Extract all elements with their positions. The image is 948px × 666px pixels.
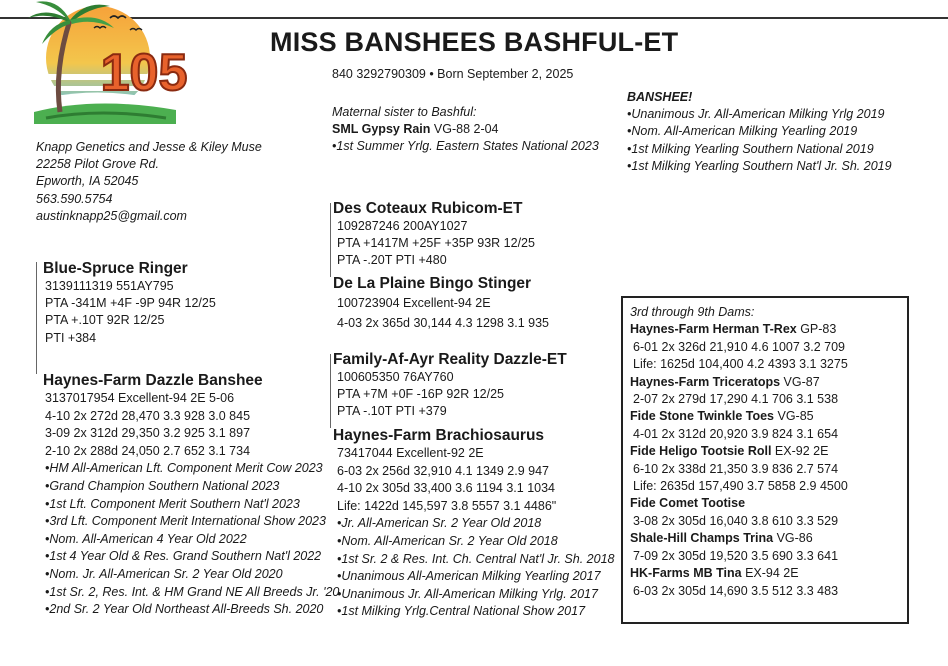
sire-dam-name: De La Plaine Bingo Stinger bbox=[333, 275, 532, 292]
owner-city: Epworth, IA 52045 bbox=[36, 174, 139, 189]
dam-line: 2-10 2x 288d 24,050 2.7 652 3.1 734 bbox=[45, 443, 251, 458]
dam-award: •3rd Lft. Component Merit International Show 2023 bbox=[45, 514, 326, 529]
sire-line: PTA +.10T 92R 12/25 bbox=[45, 313, 165, 328]
ancestor-dam-score: VG-85 bbox=[774, 409, 814, 424]
owner-phone: 563.590.5754 bbox=[36, 191, 113, 206]
ancestor-dam-record: 4-01 2x 312d 20,920 3.9 824 3.1 654 bbox=[633, 426, 839, 441]
dam-award: •1st Lft. Component Merit Southern Nat'l 2023 bbox=[45, 496, 300, 511]
ancestor-dam-score: VG-87 bbox=[780, 374, 820, 389]
ancestor-dam-name: Fide Stone Twinkle Toes bbox=[630, 409, 775, 424]
banshee-award: •Unanimous Jr. All-American Milking Yrlg 2019 bbox=[627, 107, 885, 122]
dam-dam-award: •Jr. All-American Sr. 2 Year Old 2018 bbox=[337, 516, 542, 531]
dam-dam-block bbox=[333, 426, 614, 621]
ancestor-dam-record: 6-03 2x 305d 14,690 3.5 512 3.3 483 bbox=[633, 583, 839, 598]
sire-block bbox=[43, 259, 216, 347]
dam-dam-line: 4-10 2x 305d 33,400 3.6 1194 3.1 1034 bbox=[337, 481, 556, 496]
owner-address: 22258 Pilot Grove Rd. bbox=[36, 157, 159, 172]
sire-sire-line: PTA +1417M +25F +35P 93R 12/25 bbox=[337, 236, 535, 251]
banshee-award: •1st Milking Yearling Southern Nat'l Jr. Sh. 2019 bbox=[627, 158, 892, 173]
ancestor-dam-name: Shale-Hill Champs Trina bbox=[630, 531, 774, 546]
dam-dam-award: •Nom. All-American Sr. 2 Year Old 2018 bbox=[337, 533, 558, 548]
dam-dam-award: •1st Sr. 2 & Res. Int. Ch. Central Nat'l Jr. Sh. 2018 bbox=[337, 551, 615, 566]
sire-name: Blue-Spruce Ringer bbox=[43, 260, 188, 277]
dam-block bbox=[43, 371, 339, 619]
sire-sire-line: PTA -.20T PTI +480 bbox=[337, 253, 447, 268]
banshee-block bbox=[627, 89, 892, 175]
ancestor-dam-name: Fide Heligo Tootsie Roll bbox=[630, 444, 772, 459]
registration-line: 840 3292790309 • Born September 2, 2025 bbox=[332, 67, 574, 81]
ancestor-dam-name: HK-Farms MB Tina bbox=[630, 566, 742, 581]
pedigree-bracket bbox=[330, 354, 331, 428]
sire-line: PTI +384 bbox=[45, 330, 97, 345]
banshee-heading: BANSHEE! bbox=[627, 90, 693, 104]
dam-award: •1st 4 Year Old & Res. Grand Southern Nat'l 2022 bbox=[45, 549, 322, 564]
dam-sire-block bbox=[333, 350, 567, 421]
ancestor-dam-record: 6-10 2x 338d 21,350 3.9 836 2.7 574 bbox=[633, 461, 839, 476]
dams-heading: 3rd through 9th Dams: bbox=[630, 305, 755, 319]
ancestor-dam-score: EX-94 2E bbox=[741, 566, 799, 581]
pedigree-bracket bbox=[36, 262, 37, 374]
dam-name: Haynes-Farm Dazzle Banshee bbox=[43, 372, 263, 389]
dam-award: •Nom. Jr. All-American Sr. 2 Year Old 2020 bbox=[45, 566, 283, 581]
ancestor-dam-record: 6-01 2x 326d 21,910 4.6 1007 3.2 709 bbox=[633, 339, 845, 354]
dam-sire-line: PTA +7M +0F -16P 92R 12/25 bbox=[337, 387, 504, 402]
ancestor-dam-score: EX-92 2E bbox=[771, 444, 829, 459]
owner-name: Knapp Genetics and Jesse & Kiley Muse bbox=[36, 140, 262, 154]
dam-dam-name: Haynes-Farm Brachiosaurus bbox=[333, 427, 545, 444]
sire-dam-line: 100723904 Excellent-94 2E bbox=[337, 296, 491, 310]
page-title: MISS BANSHEES BASHFUL-ET bbox=[270, 27, 679, 57]
dam-award: •Grand Champion Southern National 2023 bbox=[45, 478, 280, 493]
dam-award: •HM All-American Lft. Component Merit Cow 2023 bbox=[45, 461, 323, 476]
sire-sire-name: Des Coteaux Rubicom-ET bbox=[333, 200, 523, 217]
banshee-award: •1st Milking Yearling Southern National 2019 bbox=[627, 141, 874, 156]
dam-line: 4-10 2x 272d 28,470 3.3 928 3.0 845 bbox=[45, 408, 251, 423]
ancestor-dam-name: Haynes-Farm Herman T-Rex bbox=[630, 322, 797, 337]
dam-dam-award: •1st Milking Yrlg.Central National Show 2017 bbox=[337, 604, 586, 619]
sire-sire-line: 109287246 200AY1027 bbox=[337, 219, 468, 233]
dam-dam-line: 6-03 2x 256d 32,910 4.1 1349 2.9 947 bbox=[337, 463, 549, 478]
owner-block bbox=[36, 139, 262, 225]
ancestor-dam-record: 2-07 2x 279d 17,290 4.1 706 3.1 538 bbox=[633, 392, 839, 407]
dam-line: 3-09 2x 312d 29,350 3.2 925 3.1 897 bbox=[45, 426, 251, 441]
sire-dam-line: 4-03 2x 365d 30,144 4.3 1298 3.1 935 bbox=[337, 316, 549, 330]
dam-sire-line: PTA -.10T PTI +379 bbox=[337, 404, 447, 419]
dams-box bbox=[621, 296, 909, 624]
sale-logo bbox=[6, 0, 206, 130]
dam-dam-line: 73417044 Excellent-92 2E bbox=[337, 446, 484, 460]
ancestor-dam-name: Fide Comet Tootise bbox=[630, 496, 746, 511]
dam-award: •1st Sr. 2, Res. Int. & HM Grand NE All Breeds Jr. '20 bbox=[45, 584, 340, 599]
banshee-award: •Nom. All-American Milking Yearling 2019 bbox=[627, 124, 858, 139]
ancestor-dam-score: VG-86 bbox=[773, 531, 813, 546]
dam-line: 3137017954 Excellent-94 2E 5-06 bbox=[45, 391, 235, 405]
sire-dam-block bbox=[333, 274, 549, 333]
maternal-sister-award: •1st Summer Yrlg. Eastern States National 2023 bbox=[332, 139, 599, 154]
logo-number: 105 bbox=[100, 44, 188, 102]
ancestor-dam-record: 7-09 2x 305d 19,520 3.5 690 3.3 641 bbox=[633, 548, 839, 563]
sire-line: 3139111319 551AY795 bbox=[45, 279, 174, 293]
ancestor-dam-record: 3-08 2x 305d 16,040 3.8 610 3.3 529 bbox=[633, 513, 839, 528]
maternal-sister-score: VG-88 2-04 bbox=[430, 122, 499, 137]
sire-sire-block bbox=[333, 199, 535, 270]
maternal-sister-intro: Maternal sister to Bashful: bbox=[332, 105, 477, 119]
maternal-sister-block bbox=[332, 104, 599, 156]
ancestor-dam-name: Haynes-Farm Triceratops bbox=[630, 374, 781, 389]
dam-dam-award: •Unanimous Jr. All-American Milking Yrlg. 2017 bbox=[337, 586, 598, 601]
dam-dam-award: •Unanimous All-American Milking Yearling 2017 bbox=[337, 569, 601, 584]
owner-email[interactable]: austinknapp25@gmail.com bbox=[36, 208, 187, 223]
maternal-sister-name: SML Gypsy Rain bbox=[332, 122, 431, 137]
dam-award: •Nom. All-American 4 Year Old 2022 bbox=[45, 531, 247, 546]
dam-sire-line: 100605350 76AY760 bbox=[337, 370, 454, 384]
dam-dam-line: Life: 1422d 145,597 3.8 5557 3.1 4486" bbox=[337, 498, 557, 513]
dam-sire-name: Family-Af-Ayr Reality Dazzle-ET bbox=[333, 351, 567, 368]
ancestor-dam-score: GP-83 bbox=[796, 322, 837, 337]
ancestor-dam-record: Life: 2635d 157,490 3.7 5858 2.9 4500 bbox=[633, 479, 848, 494]
sire-line: PTA -341M +4F -9P 94R 12/25 bbox=[45, 296, 216, 311]
pedigree-bracket bbox=[330, 203, 331, 277]
ancestor-dam-record: Life: 1625d 104,400 4.2 4393 3.1 3275 bbox=[633, 357, 848, 372]
dam-award: •2nd Sr. 2 Year Old Northeast All-Breeds Sh. 2020 bbox=[45, 602, 324, 617]
